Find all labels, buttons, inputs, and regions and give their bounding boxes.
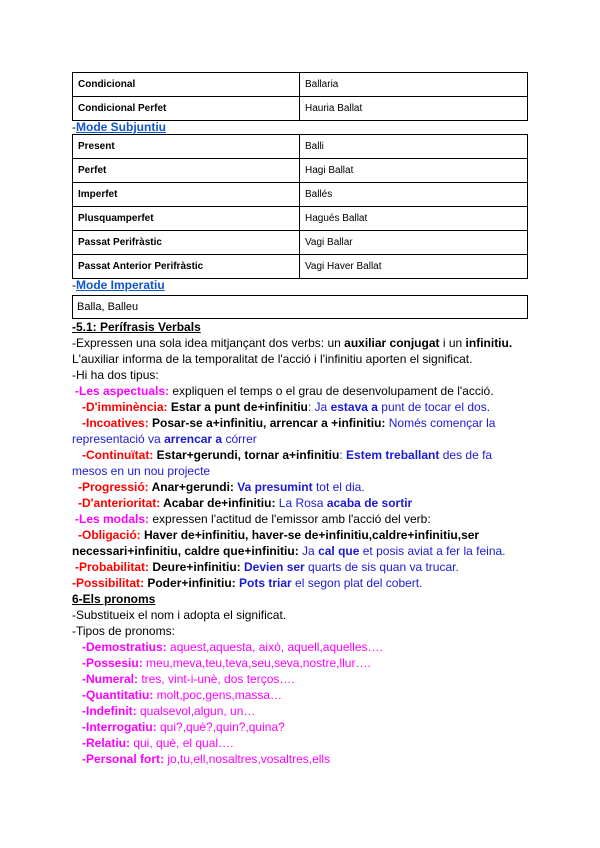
progressio-line: -Progressió: Anar+gerundi: Va presumint tot el dia. — [78, 480, 365, 494]
table-row — [73, 183, 528, 207]
mode-subjuntiu-link[interactable]: Mode Subjuntiu — [76, 120, 166, 134]
imperatiu-box: Balla, Balleu — [72, 295, 528, 319]
list-item: -Demostratius: aquest,aquesta, això, aquell,aquelles…. — [82, 640, 383, 654]
table-row — [73, 255, 528, 279]
probabilitat-line: -Probabilitat: Deure+infinitiu: Devien ser quarts de sis quan va trucar. — [75, 560, 459, 574]
table-cell-form: Ballaria — [300, 73, 528, 97]
subjuntiu-table — [72, 134, 528, 279]
table-cell-tense: Perfet — [73, 159, 300, 183]
list-item: -Relatiu: qui, què, el qual…. — [82, 736, 234, 750]
table-cell-tense: Imperfet — [73, 183, 300, 207]
table-cell-form: Ballés — [300, 183, 528, 207]
continuitat-line: -Continuïtat: Estar+gerundi, tornar a+infinitiu: Estem treballant des de fa — [82, 448, 493, 462]
modals-line: -Les modals: expressen l'actitud de l'emissor amb l'acció del verb: — [75, 512, 431, 526]
continuitat-line-cont: mesos en un nou projecte — [72, 464, 211, 478]
list-item: -Numeral: tres, vint-i-unè, dos terços…. — [82, 672, 295, 686]
table-row — [73, 231, 528, 255]
table-row — [73, 159, 528, 183]
text-line: -Substitueix el nom i adopta el significat. — [72, 608, 287, 622]
table-row — [73, 207, 528, 231]
anterioritat-line: -D'anterioritat: Acabar de+infinitiu: La Rosa acaba de sortir — [78, 496, 413, 510]
table-cell-tense: Passat Anterior Perifràstic — [73, 255, 300, 279]
modals-label: -Les modals: — [75, 512, 150, 526]
text-line: -Expressen una sola idea mitjançant dos verbs: un auxiliar conjugat i un infinitiu. — [72, 336, 513, 350]
table-cell-form: Vagi Haver Ballat — [300, 255, 528, 279]
table-row — [73, 73, 528, 97]
table-cell-form: Hagi Ballat — [300, 159, 528, 183]
list-item: -Quantitatiu: molt,poc,gens,massa… — [82, 688, 283, 702]
obligacio-line-cont: necessari+infinitiu, caldre que+infinitiu: Ja cal que et posis aviat a fer la feina. — [72, 544, 506, 558]
list-item: -Personal fort: jo,tu,ell,nosaltres,vosaltres,ells — [82, 752, 331, 766]
list-item: -Possesiu: meu,meva,teu,teva,seu,seva,nostre,llur…. — [82, 656, 371, 670]
obligacio-line: -Obligació: Haver de+infinitiu, haver-se de+infinitiu,caldre+infinitiu,ser — [78, 528, 480, 542]
incoatives-line-cont: representació va arrencar a córrer — [72, 432, 257, 446]
section-6-title: 6-Els pronoms — [72, 592, 156, 606]
aspectuals-line: -Les aspectuals: expliquen el temps o el grau de desenvolupament de l'acció. — [75, 384, 494, 398]
incoatives-line: -Incoatives: Posar-se a+infinitiu, arrencar a +infinitiu: Només començar la — [82, 416, 496, 430]
list-item: -Indefinit: qualsevol,algun, un… — [82, 704, 256, 718]
table-cell-tense: Condicional Perfet — [73, 97, 300, 121]
table-cell-form: Hagués Ballat — [300, 207, 528, 231]
mode-subjuntiu-heading: -Mode Subjuntiu — [72, 120, 166, 134]
table-cell-tense: Condicional — [73, 73, 300, 97]
possibilitat-line: -Possibilitat: Poder+infinitiu: Pots triar el segon plat del cobert. — [72, 576, 423, 590]
indicatiu-table-tail — [72, 72, 528, 121]
table-cell-form: Balli — [300, 135, 528, 159]
mode-imperatiu-heading: -Mode Imperatiu — [72, 278, 165, 292]
table-row — [73, 97, 528, 121]
table-row — [73, 135, 528, 159]
table-cell-tense: Plusquamperfet — [73, 207, 300, 231]
table-cell-form: Hauria Ballat — [300, 97, 528, 121]
mode-imperatiu-link[interactable]: Mode Imperatiu — [76, 278, 165, 292]
aspectuals-label: -Les aspectuals: — [75, 384, 170, 398]
section-5-1-title: -5.1: Perífrasis Verbals — [72, 320, 201, 334]
document-page — [72, 72, 528, 767]
text-line: -Tipos de pronoms: — [72, 624, 175, 638]
text-line: -Hi ha dos tipus: — [72, 368, 159, 382]
table-cell-tense: Passat Perifràstic — [73, 231, 300, 255]
text-line: L'auxiliar informa de la temporalitat de l'acció i l'infinitiu aporten el significat. — [72, 352, 473, 366]
list-item: -Interrogatiu: qui?,què?,quin?,quina? — [82, 720, 285, 734]
imminencia-line: -D'imminència: Estar a punt de+infinitiu: Ja estava a punt de tocar el dos. — [82, 400, 491, 414]
table-cell-tense: Present — [73, 135, 300, 159]
table-cell-form: Vagi Ballar — [300, 231, 528, 255]
